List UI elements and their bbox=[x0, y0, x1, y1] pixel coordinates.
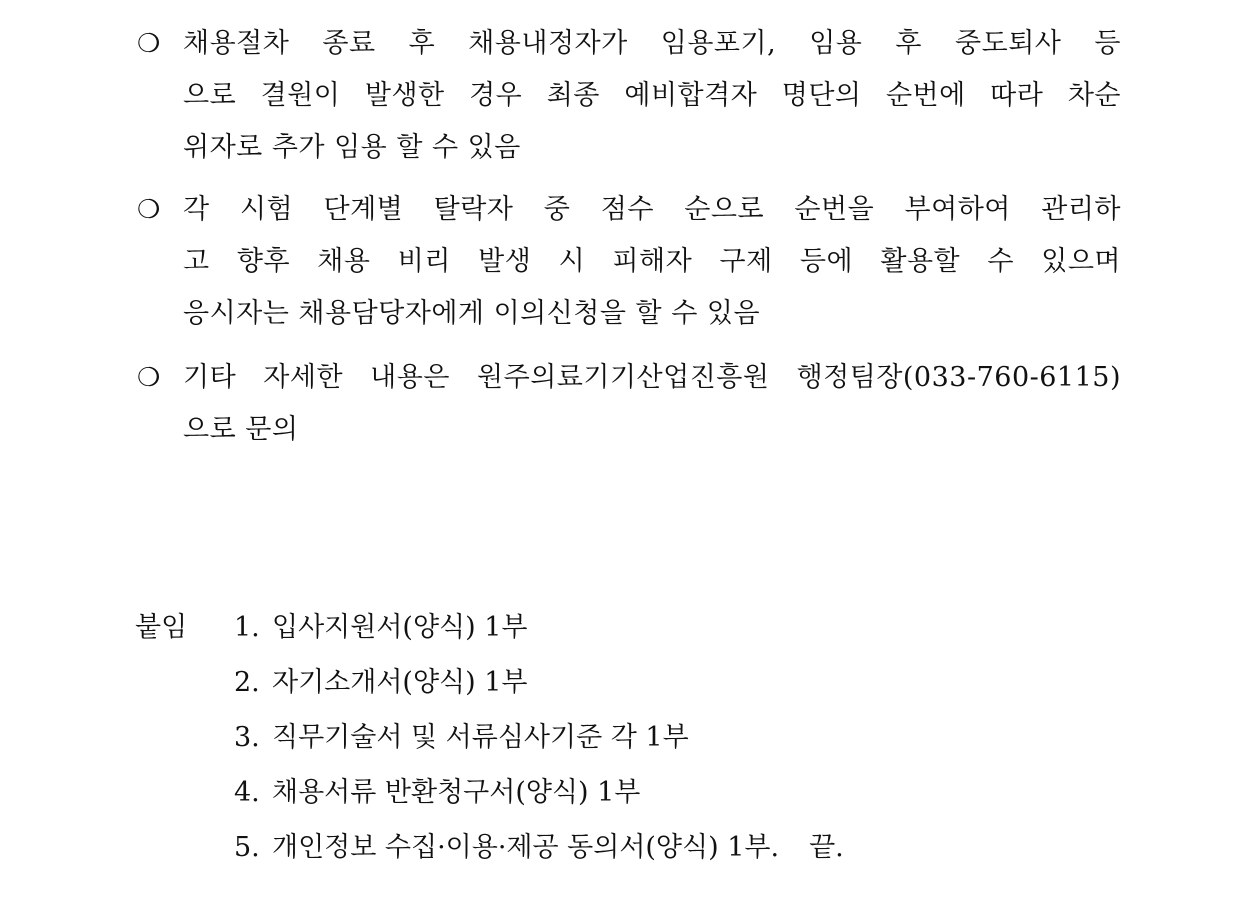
attachment-text: 채용서류 반환청구서(양식) 1부 bbox=[272, 777, 641, 808]
attachment-text: 직무기술서 및 서류심사기준 각 1부 bbox=[272, 722, 689, 753]
attachment-number: 3. bbox=[234, 722, 260, 753]
notice-line: 기타 자세한 내용은 원주의료기기산업진흥원 행정팀장(033-760-6115) bbox=[183, 362, 1121, 393]
circle-bullet-icon: ❍ bbox=[137, 29, 161, 59]
circle-bullet-icon: ❍ bbox=[137, 195, 161, 225]
attachment-label: 붙임 bbox=[135, 612, 188, 643]
attachment-number: 4. bbox=[234, 777, 260, 808]
attachment-item bbox=[234, 767, 640, 819]
end-mark: 끝. bbox=[809, 832, 844, 863]
attachment-text: 개인정보 수집·이용·제공 동의서(양식) 1부. bbox=[272, 832, 780, 863]
notice-line: 각 시험 단계별 탈락자 중 점수 순으로 순번을 부여하여 관리하 bbox=[183, 194, 1121, 225]
attachment-item bbox=[234, 712, 689, 764]
notice-line: 위자로 추가 임용 할 수 있음 bbox=[183, 132, 521, 163]
attachment-item bbox=[234, 657, 527, 709]
attachment-item bbox=[234, 602, 527, 654]
notice-line: 으로 문의 bbox=[183, 414, 299, 445]
attachment-text: 입사지원서(양식) 1부 bbox=[272, 612, 528, 643]
circle-bullet-icon: ❍ bbox=[137, 363, 161, 393]
attachment-text: 자기소개서(양식) 1부 bbox=[272, 667, 528, 698]
attachment-number: 5. bbox=[234, 832, 260, 863]
attachment-item bbox=[234, 822, 844, 874]
notice-line: 고 향후 채용 비리 발생 시 피해자 구제 등에 활용할 수 있으며 bbox=[183, 246, 1121, 277]
attachment-number: 2. bbox=[234, 667, 260, 698]
notice-line: 응시자는 채용담당자에게 이의신청을 할 수 있음 bbox=[183, 298, 761, 329]
notice-line: 채용절차 종료 후 채용내정자가 임용포기, 임용 후 중도퇴사 등 bbox=[183, 28, 1121, 59]
attachment-number: 1. bbox=[234, 612, 260, 643]
notice-line: 으로 결원이 발생한 경우 최종 예비합격자 명단의 순번에 따라 차순 bbox=[183, 80, 1121, 111]
